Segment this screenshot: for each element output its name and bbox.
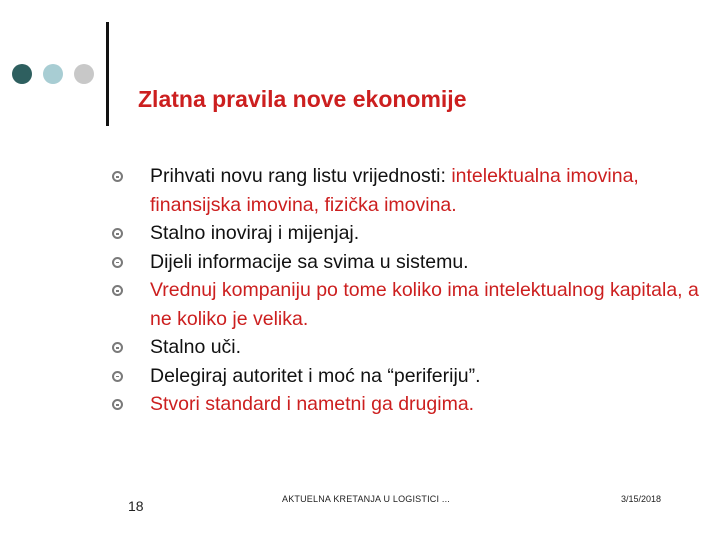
- bullet-item: [112, 248, 702, 277]
- bullet-text: Delegiraj autoritet i moć na “periferiju”.: [150, 364, 481, 387]
- bullet-text-highlight: Vrednuj kompaniju po tome koliko ima intelektualnog kapitala, a ne koliko je velika.: [150, 279, 699, 330]
- bullet-text: Stalno uči.: [150, 336, 242, 358]
- bullet-item: [112, 219, 702, 248]
- dot-gray: [74, 64, 94, 84]
- bullet-marker-icon: [112, 257, 123, 268]
- bullet-text: Prihvati novu rang listu vrijednosti:: [150, 165, 452, 187]
- bullet-marker-icon: [112, 399, 123, 410]
- bullet-marker-icon: [112, 371, 123, 382]
- dot-light: [43, 64, 63, 84]
- bullet-marker-icon: [112, 171, 123, 182]
- bullet-item: [112, 276, 702, 333]
- vertical-divider: [106, 22, 109, 126]
- slide-title: Zlatna pravila nove ekonomije: [138, 86, 467, 112]
- bullet-item: [112, 390, 702, 419]
- bullet-item: [112, 162, 702, 219]
- bullet-marker-icon: [112, 342, 123, 353]
- bullet-marker-icon: [112, 228, 123, 239]
- slide-number: 18: [128, 498, 144, 514]
- bullet-text-highlight: Stvori standard i nametni ga drugima.: [150, 393, 475, 415]
- footer-text: AKTUELNA KRETANJA U LOGISTICI ...: [282, 494, 450, 504]
- footer-date: 3/15/2018: [621, 494, 662, 504]
- bullet-text: Dijeli informacije sa svima u sistemu.: [150, 250, 469, 273]
- dot-dark: [12, 64, 32, 84]
- bullet-item: [112, 362, 702, 391]
- bullet-item: [112, 333, 702, 362]
- bullet-text-highlight: intelektualna imovina, finansijska imovina, fizička imovina.: [150, 165, 639, 216]
- bullet-marker-icon: [112, 285, 123, 296]
- bullet-text: Stalno inoviraj i mijenjaj.: [150, 222, 360, 244]
- bullet-list: [112, 162, 702, 419]
